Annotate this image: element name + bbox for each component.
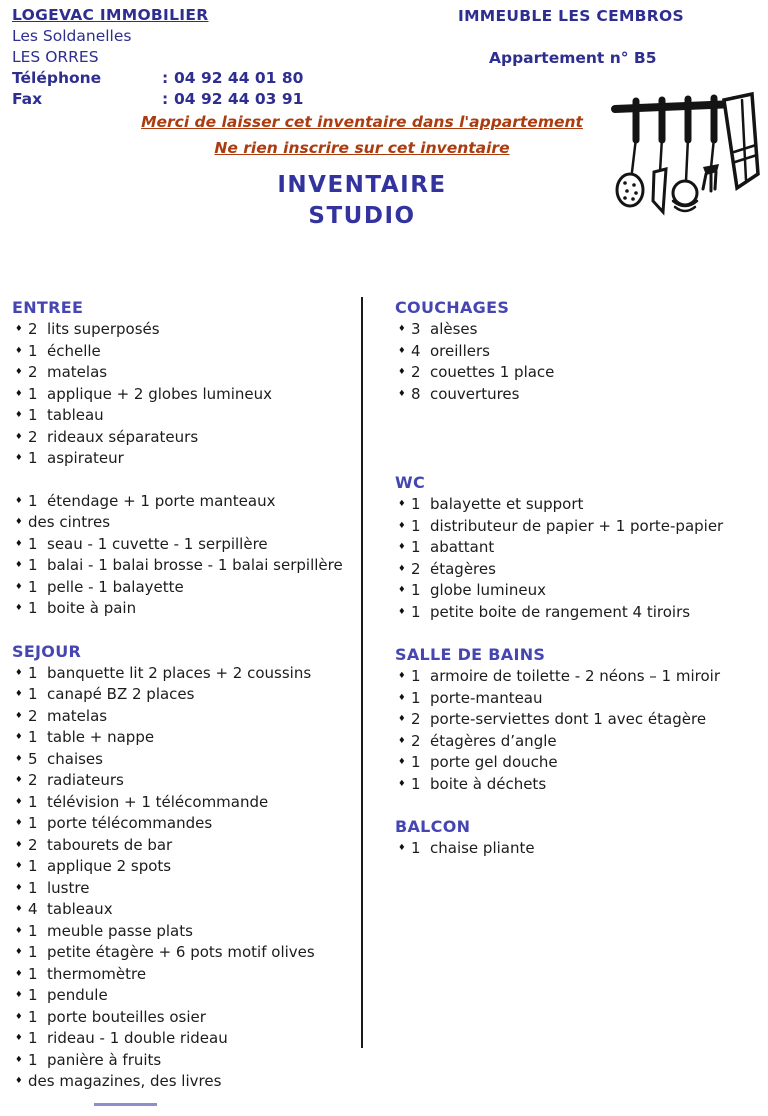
inventory-item [12,1071,354,1093]
fax-number: 04 92 44 03 91 [174,90,304,108]
bullet-icon: ♦ [398,499,406,509]
bullet-icon: ♦ [15,453,23,463]
item-quantity: 1 [28,986,38,1004]
inventory-item [12,491,354,513]
item-label: échelle [47,341,101,360]
bullet-icon: ♦ [15,1033,23,1043]
item-label: radiateurs [47,771,124,789]
bullet-icon: ♦ [398,367,406,377]
fork-icon [711,138,714,168]
item-label: abattant [430,538,495,556]
inventory-item [395,774,768,796]
agency-address-line1: Les Soldanelles [12,27,132,45]
inventory-item [12,1028,354,1050]
item-quantity: 2 [28,363,38,381]
item-quantity: 1 [411,753,421,771]
bullet-icon: ♦ [15,947,23,957]
item-quantity: 1 [28,491,38,510]
item-group [12,663,354,1093]
section-title: BALCON [395,817,471,836]
inventory-right-column [395,297,768,860]
bullet-icon: ♦ [15,710,23,721]
phone-label: Téléphone [12,69,102,87]
note-line-1: Merci de laisser cet inventaire dans l'appartement [141,113,583,131]
item-label: balayette et support [430,495,584,513]
phone-separator: : [162,69,169,87]
item-label: tabourets de bar [47,835,173,854]
cutoff-text-mark [94,1103,157,1106]
inventory-section [395,297,768,405]
bullet-icon: ♦ [15,818,23,828]
inventory-item [12,878,354,900]
inventory-item [395,537,768,559]
item-label: chaise pliante [430,839,535,857]
item-label: petite boite de rangement 4 tiroirs [430,602,691,621]
item-label: banquette lit 2 places + 2 coussins [47,663,312,682]
bullet-icon: ♦ [398,671,406,681]
section-title: SEJOUR [12,641,82,661]
inventory-item [395,688,768,710]
bullet-icon: ♦ [15,667,23,678]
item-label: distributeur de papier + 1 porte-papier [430,516,724,535]
item-label: boite à pain [47,599,137,617]
inventory-item [12,813,354,835]
item-label: thermomètre [47,964,147,983]
inventory-item [12,362,354,384]
fax-row [12,89,303,110]
item-quantity: 4 [411,341,421,360]
item-quantity: 2 [28,427,38,446]
apartment-number: Appartement n° B5 [489,49,657,67]
item-quantity: 2 [411,363,421,381]
fax-label: Fax [12,90,43,108]
item-label: table + nappe [47,728,155,746]
item-quantity: 1 [28,384,38,403]
section-title: COUCHAGES [395,298,510,317]
inventory-item [12,384,354,406]
item-quantity: 1 [411,602,421,621]
bullet-icon: ♦ [398,843,406,853]
bullet-icon: ♦ [398,324,406,334]
agency-address-line2: LES ORRES [12,48,99,66]
inventory-item [395,516,768,538]
item-label: tableau [47,406,104,424]
item-quantity: 1 [411,774,421,793]
bullet-icon: ♦ [15,904,23,914]
bullet-icon: ♦ [15,431,23,442]
item-quantity: 1 [411,495,421,513]
bullet-icon: ♦ [398,542,406,552]
item-quantity: 2 [28,771,38,789]
item-label: porte-manteau [430,688,543,707]
inventory-item [395,580,768,602]
item-quantity: 2 [28,706,38,725]
bullet-icon: ♦ [398,757,406,767]
item-quantity: 8 [411,384,421,403]
inventory-item [12,598,354,620]
bullet-icon: ♦ [15,882,23,893]
item-label: couettes 1 place [430,363,555,381]
item-label: applique 2 spots [47,857,172,875]
inventory-item [12,985,354,1007]
building-name: IMMEUBLE LES CEMBROS [458,7,684,25]
inventory-section [12,641,354,1093]
inventory-item [395,319,768,341]
item-quantity: 3 [411,320,421,338]
inventory-item [395,838,768,860]
item-label: rideau - 1 double rideau [47,1029,228,1047]
item-label: lustre [47,878,90,897]
bullet-icon: ♦ [398,735,406,746]
agency-name: LOGEVAC IMMOBILIER [12,6,209,24]
bullet-icon: ♦ [15,968,23,979]
inventory-section [12,297,354,620]
item-label: balai - 1 balai brosse - 1 balai serpillère [47,556,343,574]
agency-header [12,5,303,110]
bullet-icon: ♦ [15,410,23,420]
item-quantity: 1 [28,449,38,467]
bullet-icon: ♦ [15,990,23,1000]
item-quantity: 1 [28,599,38,617]
item-quantity: 2 [411,731,421,750]
inventory-item [395,341,768,363]
item-quantity: 1 [28,728,38,746]
item-label: seau - 1 cuvette - 1 serpillère [47,534,268,553]
item-label: pendule [47,986,108,1004]
item-label: porte bouteilles osier [47,1007,206,1026]
item-label: tableaux [47,900,113,918]
bullet-icon: ♦ [15,324,23,334]
inventory-item [12,727,354,749]
item-group [12,491,354,620]
item-group [395,838,768,860]
inventory-item [12,835,354,857]
bullet-icon: ♦ [398,778,406,789]
bullet-icon: ♦ [15,388,23,399]
knife-icon [660,138,662,172]
bullet-icon: ♦ [398,520,406,531]
item-quantity: 1 [411,667,421,685]
inventory-item [395,709,768,731]
inventory-item [12,921,354,943]
bullet-icon: ♦ [398,345,406,356]
section-title: WC [395,473,425,492]
inventory-item [12,749,354,771]
section-title: SALLE DE BAINS [395,645,546,664]
item-label: porte télécommandes [47,814,213,832]
item-quantity: 5 [28,749,38,768]
item-label: matelas [47,706,108,725]
item-quantity: 1 [28,556,38,574]
bullet-icon: ♦ [15,1054,23,1065]
bullet-icon: ♦ [15,603,23,613]
column-divider [361,297,363,1048]
inventory-left-column [12,297,354,1093]
item-label: télévision + 1 télécommande [47,792,269,811]
bullet-icon: ♦ [15,796,23,807]
inventory-item [395,666,768,688]
inventory-section [395,644,768,795]
inventory-item [12,856,354,878]
inventory-item [12,405,354,427]
inventory-item [395,731,768,753]
inventory-item [12,534,354,556]
inventory-item [12,319,354,341]
phone-row [12,68,303,89]
item-quantity: 1 [28,943,38,961]
item-group [12,319,354,470]
inventory-item [12,770,354,792]
inventory-item [12,964,354,986]
bullet-icon: ♦ [15,495,23,506]
item-label: des cintres [28,513,111,531]
item-quantity: 1 [28,1007,38,1026]
inventory-item [395,559,768,581]
item-quantity: 2 [411,559,421,578]
item-quantity: 1 [28,814,38,832]
item-label: rideaux séparateurs [47,427,199,446]
bullet-icon: ♦ [15,581,23,592]
item-quantity: 2 [28,320,38,338]
item-quantity: 1 [28,1029,38,1047]
item-label: chaises [47,749,103,768]
bullet-icon: ♦ [398,388,406,399]
inventory-item [12,427,354,449]
item-quantity: 1 [411,538,421,556]
inventory-item [12,942,354,964]
item-quantity: 1 [411,581,421,599]
note-line-2: Ne rien inscrire sur cet inventaire [214,139,510,157]
inventory-item [12,555,354,577]
item-label: oreillers [430,341,490,360]
item-label: boite à déchets [430,774,547,793]
bullet-icon: ♦ [15,538,23,549]
inventory-item [12,1050,354,1072]
inventory-item [395,384,768,406]
bullet-icon: ♦ [15,1011,23,1022]
bullet-icon: ♦ [15,560,23,570]
item-label: étagères d’angle [430,731,557,750]
bullet-icon: ♦ [398,606,406,617]
item-quantity: 1 [28,878,38,897]
item-label: aspirateur [47,449,124,467]
page-title-line1: INVENTAIRE [277,172,447,198]
bullet-icon: ♦ [15,732,23,742]
item-quantity: 1 [28,534,38,553]
inventory-item [12,663,354,685]
bullet-icon: ♦ [15,925,23,936]
inventory-item [395,752,768,774]
item-quantity: 1 [28,1050,38,1069]
inventory-item [12,341,354,363]
bullet-icon: ♦ [398,714,406,724]
bullet-icon: ♦ [398,692,406,703]
item-quantity: 1 [28,857,38,875]
item-label: applique + 2 globes lumineux [47,384,273,403]
bullet-icon: ♦ [15,861,23,871]
inventory-item [12,706,354,728]
inventory-item [12,577,354,599]
item-quantity: 1 [28,685,38,703]
inventory-section [395,816,768,860]
item-label: porte gel douche [430,753,558,771]
item-quantity: 1 [411,688,421,707]
item-label: pelle - 1 balayette [47,577,184,596]
item-quantity: 2 [411,710,421,728]
item-group [395,666,768,795]
page-title [0,170,724,232]
inventory-item [395,362,768,384]
item-label: alèses [430,320,478,338]
fax-separator: : [162,90,169,108]
item-label: lits superposés [47,320,160,338]
item-quantity: 1 [411,839,421,857]
inventory-item [12,899,354,921]
bullet-icon: ♦ [398,585,406,595]
bullet-icon: ♦ [15,367,23,377]
item-group [395,319,768,405]
item-quantity: 1 [28,964,38,983]
inventory-item [12,1007,354,1029]
item-quantity: 1 [28,792,38,811]
bullet-icon: ♦ [398,563,406,574]
item-quantity: 1 [411,516,421,535]
bullet-icon: ♦ [15,689,23,699]
bullet-icon: ♦ [15,517,23,527]
item-label: globe lumineux [430,581,546,599]
bullet-icon: ♦ [15,345,23,356]
item-label: étagères [430,559,496,578]
item-label: canapé BZ 2 places [47,685,195,703]
item-label: étendage + 1 porte manteaux [47,491,276,510]
item-quantity: 1 [28,341,38,360]
item-quantity: 1 [28,406,38,424]
item-group [395,494,768,623]
item-label: armoire de toilette - 2 néons – 1 miroir [430,667,720,685]
item-quantity: 2 [28,835,38,854]
item-quantity: 1 [28,663,38,682]
page-title-line2: STUDIO [308,203,416,229]
inventory-item [12,448,354,470]
item-label: porte-serviettes dont 1 avec étagère [430,710,707,728]
inventory-item [12,512,354,534]
inventory-item [395,602,768,624]
inventory-item [12,684,354,706]
inventory-section [395,472,768,623]
inventory-item [12,792,354,814]
bullet-icon: ♦ [15,839,23,850]
bullet-icon: ♦ [15,775,23,785]
towel-icon [724,94,758,188]
item-label: meuble passe plats [47,921,193,940]
slotted-spoon-icon [632,138,636,172]
section-title: ENTREE [12,298,84,317]
item-label: des magazines, des livres [28,1072,222,1090]
item-quantity: 4 [28,900,38,918]
inventory-item [395,494,768,516]
item-label: matelas [47,363,108,381]
item-label: couvertures [430,384,520,403]
phone-number: 04 92 44 01 80 [174,69,304,87]
item-quantity: 1 [28,921,38,940]
bullet-icon: ♦ [15,753,23,764]
item-label: panière à fruits [47,1050,162,1069]
item-label: petite étagère + 6 pots motif olives [47,943,315,961]
item-quantity: 1 [28,577,38,596]
bullet-icon: ♦ [15,1076,23,1086]
